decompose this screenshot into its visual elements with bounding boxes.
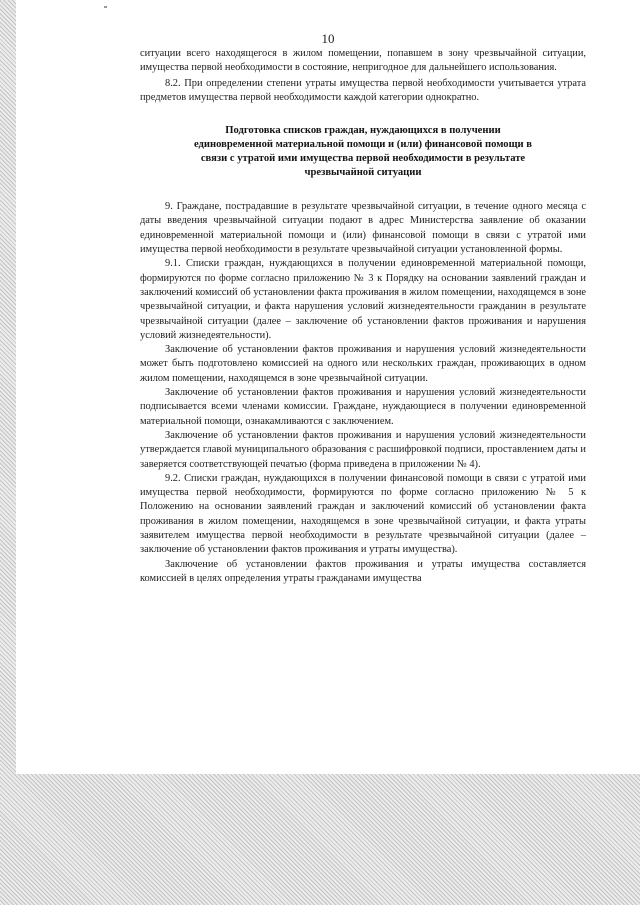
section-heading (140, 124, 586, 180)
paragraph-conclusion-prepared: Заключение об установлении фактов проживания и нарушения условий жизнедеятельности может быть подготовлено комиссией на одного или нескольких граждан, проживающих в одном жилом помещении, находящемся в зоне чрезвычайной ситуации. (140, 344, 586, 384)
paragraph-continuation: ситуации всего находящегося в жилом помещении, попавшем в зону чрезвычайной ситуации, имущества первой необходимости в состояние, непригодное для дальнейшего использования. (140, 48, 586, 74)
paragraph-8-2: 8.2. При определении степени утраты имущества первой необходимости учитывается утрата предметов имущества первой необходимости каждой категории однократно. (140, 77, 586, 103)
section-heading-line: связи с утратой ими имущества первой необходимости в результате (200, 153, 526, 165)
scan-artifact (104, 6, 107, 8)
paragraph-9-1: 9.1. Списки граждан, нуждающихся в получении единовременной материальной помощи, формируются по форме согласно приложению № 3 к Порядку на основании заявлений граждан и заключений комиссий об установлении факта проживания в жилом помещении, находящемся в зоне чрезвычайной ситуации, и факта нарушения условий жизнедеятельности гражданин в результате чрезвычайной ситуации (далее – заключение об установлении фактов проживания и нарушения условий жизнедеятельности). (140, 258, 586, 341)
section-heading-line: единовременной материальной помощи и (или) финансовой помощи в (193, 139, 533, 151)
page-number: 10 (321, 31, 335, 46)
paragraph-conclusion-signed: Заключение об установлении фактов проживания и нарушения условий жизнедеятельности подписывается всеми членами комиссии. Граждане, нуждающиеся в получении единовременной материальной помощи, ознакамливаются с заключением. (140, 387, 586, 427)
paragraph-conclusion-property-loss: Заключение об установлении фактов проживания и утраты имущества составляется комиссией в целях определения утраты гражданами имущества (140, 558, 586, 584)
paragraph-9: 9. Граждане, пострадавшие в результате чрезвычайной ситуации, в течение одного месяца с даты введения чрезвычайной ситуации подают в адрес Министерства заявление об оказании единовременной материальной помощи и (или) финансовой помощи в связи с утратой ими имущества первой необходимости в результате чрезвычайной ситуации установленной формы. (140, 201, 586, 256)
paragraph-9-2: 9.2. Списки граждан, нуждающихся в получении финансовой помощи в связи с утратой ими имущества первой необходимости, формируются по форме согласно приложению № 5 к Положению на основании заявлений граждан и заключений комиссий об установлении факта проживания в жилом помещении, находящемся в зоне чрезвычайной ситуации, и факта утраты заявителем имущества первой необходимости в результате чрезвычайной ситуации (далее – заключение об установлении фактов проживания и утраты имущества). (140, 472, 586, 556)
section-heading-line: Подготовка списков граждан, нуждающихся в получении (225, 125, 501, 137)
document-body (140, 47, 586, 586)
paragraph-conclusion-approved: Заключение об установлении фактов проживания и нарушения условий жизнедеятельности утверждается главой муниципального образования с расшифровкой подписи, проставлением даты и заверяется соответствующей печатью (форма приведена в приложении № 4). (140, 429, 586, 470)
section-heading-line: чрезвычайной ситуации (304, 167, 422, 179)
document-page (16, 0, 640, 774)
